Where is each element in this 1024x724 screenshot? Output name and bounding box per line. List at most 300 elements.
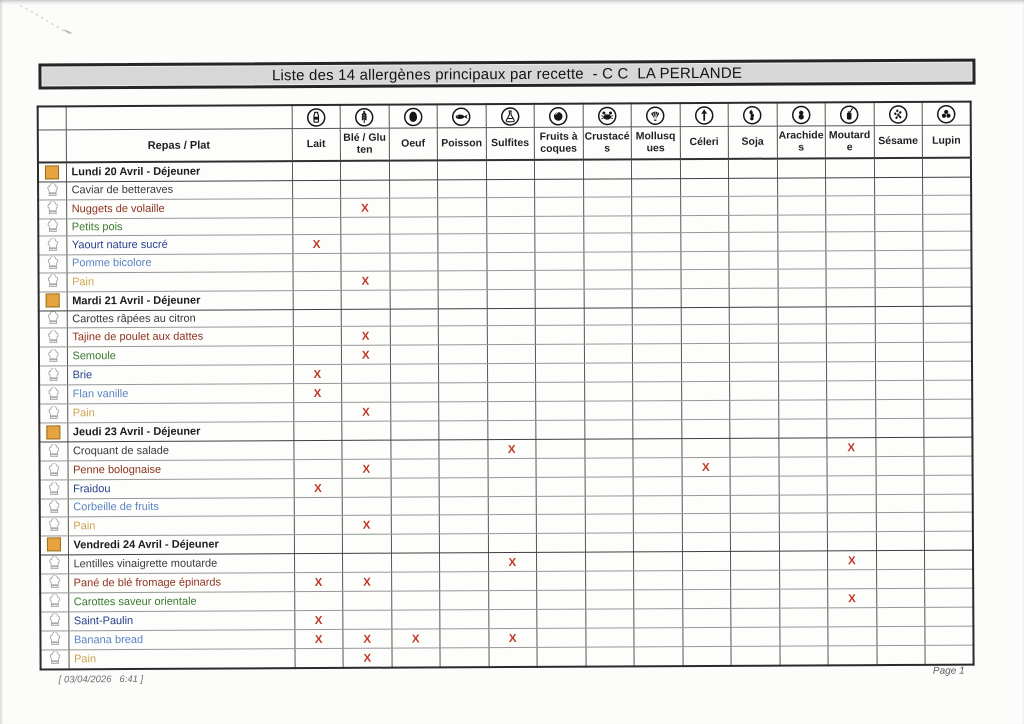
allergen-mark-cell xyxy=(827,419,876,438)
allergen-mark-cell xyxy=(439,440,488,459)
celery-icon xyxy=(680,103,729,127)
allergen-mark-cell xyxy=(876,569,925,588)
dish-row xyxy=(40,645,973,669)
allergen-mark-cell xyxy=(439,421,488,440)
allergen-mark-cell xyxy=(875,380,924,399)
allergen-mark-cell xyxy=(583,196,632,215)
allergen-mark-cell xyxy=(682,513,731,532)
allergen-mark-cell xyxy=(487,420,536,439)
allergen-mark-cell xyxy=(778,268,827,287)
allergen-mark-cell xyxy=(390,345,439,364)
dish-label: Pain xyxy=(67,403,293,423)
allergen-mark-cell xyxy=(536,363,585,382)
allergen-mark-cell xyxy=(681,307,730,325)
allergen-mark-cell xyxy=(925,569,974,588)
allergen-mark-cell xyxy=(632,179,681,197)
allergen-mark-cell xyxy=(390,289,439,308)
allergen-mark-cell xyxy=(391,571,440,590)
allergen-mark-cell xyxy=(827,550,876,569)
allergen-mark-cell xyxy=(778,381,827,400)
allergen-mark-cell xyxy=(925,588,974,607)
allergen-x-mark: X xyxy=(847,442,856,455)
allergen-mark-cell xyxy=(876,531,925,550)
allergen-mark-cell xyxy=(731,608,780,627)
allergen-mark-cell xyxy=(826,178,875,196)
dish-label: Brie xyxy=(67,365,293,385)
dish-label: Banana bread xyxy=(68,629,294,649)
allergen-mark-cell xyxy=(342,402,391,421)
allergen-mark-cell xyxy=(633,477,682,496)
allergen-mark-cell xyxy=(536,477,585,496)
allergen-mark-cell xyxy=(585,496,634,514)
allergen-x-mark: X xyxy=(508,632,517,645)
allergen-mark-cell xyxy=(924,531,973,550)
allergen-mark-cell xyxy=(681,400,730,419)
allergen-mark-cell xyxy=(730,400,779,419)
allergen-mark-cell xyxy=(293,383,342,402)
allergen-mark-cell xyxy=(584,325,633,344)
chef-hat-icon xyxy=(38,182,66,200)
allergen-x-mark: X xyxy=(848,592,856,605)
allergen-mark-cell xyxy=(729,343,778,362)
allergen-mark-cell xyxy=(924,475,973,494)
allergen-mark-cell xyxy=(730,495,779,513)
allergen-mark-cell xyxy=(389,160,438,180)
allergen-mark-cell xyxy=(633,420,682,439)
allergen-mark-cell xyxy=(925,607,974,626)
allergen-mark-cell xyxy=(486,197,535,216)
allergen-mark-cell xyxy=(730,532,779,551)
allergen-mark-cell xyxy=(828,569,877,588)
allergen-mark-cell xyxy=(439,514,488,533)
allergen-mark-cell xyxy=(633,496,682,514)
allergen-mark-cell xyxy=(535,179,584,197)
allergen-mark-cell xyxy=(682,457,731,476)
allergen-mark-cell xyxy=(488,609,537,628)
dish-label: Croquant de salade xyxy=(67,441,293,461)
allergen-x-mark: X xyxy=(847,554,856,567)
allergen-mark-cell xyxy=(294,629,343,648)
allergen-x-mark: X xyxy=(508,556,517,569)
allergen-mark-cell xyxy=(632,344,681,363)
allergen-mark-cell xyxy=(294,515,343,534)
allergen-mark-cell xyxy=(923,342,972,361)
allergen-mark-cell xyxy=(682,570,731,589)
fish-icon xyxy=(437,104,486,128)
allergen-mark-cell xyxy=(923,177,972,195)
allergen-mark-cell xyxy=(342,383,391,402)
allergen-mark-cell xyxy=(779,626,828,645)
dish-label: Tajine de poulet aux dattes xyxy=(67,327,293,347)
allergen-mark-cell xyxy=(827,438,876,457)
allergen-mark-cell xyxy=(632,196,681,215)
allergen-mark-cell xyxy=(535,252,584,270)
allergen-mark-cell xyxy=(391,590,440,609)
allergen-mark-cell xyxy=(634,627,683,646)
allergen-mark-cell xyxy=(777,232,826,251)
allergen-mark-cell xyxy=(585,477,634,496)
allergen-mark-cell xyxy=(342,421,391,440)
egg-icon xyxy=(389,104,438,128)
allergen-mark-cell xyxy=(584,439,633,458)
allergen-mark-cell xyxy=(779,550,828,569)
allergen-mark-cell xyxy=(292,198,341,217)
allergen-mark-cell xyxy=(633,551,682,570)
peanut-icon xyxy=(777,102,826,126)
allergen-mark-cell xyxy=(584,307,633,325)
allergen-mark-cell xyxy=(535,233,584,252)
allergen-column-header: Céleri xyxy=(680,126,729,159)
allergen-mark-cell xyxy=(342,478,391,497)
allergen-mark-cell xyxy=(341,309,390,327)
allergen-mark-cell xyxy=(584,401,633,420)
allergen-mark-cell xyxy=(391,459,440,478)
allergen-mark-cell xyxy=(729,232,778,251)
allergen-mark-cell xyxy=(537,609,586,628)
allergen-mark-cell xyxy=(293,440,342,459)
allergen-mark-cell xyxy=(293,326,342,345)
allergen-mark-cell xyxy=(779,531,828,550)
allergen-mark-cell xyxy=(826,306,875,324)
allergen-mark-cell xyxy=(488,514,537,533)
allergen-mark-cell xyxy=(390,383,439,402)
allergen-mark-cell xyxy=(438,197,487,216)
allergen-mark-cell xyxy=(440,628,489,647)
allergen-mark-cell xyxy=(876,626,925,645)
allergen-mark-cell xyxy=(827,400,876,419)
allergen-x-mark: X xyxy=(363,633,372,646)
allergen-mark-cell xyxy=(779,512,828,531)
dish-label: Pané de blé fromage épinards xyxy=(68,572,294,592)
allergen-mark-cell xyxy=(731,627,780,646)
allergen-mark-cell xyxy=(874,195,923,214)
allergen-mark-cell xyxy=(535,270,584,289)
flask-icon xyxy=(486,104,535,128)
allergen-mark-cell xyxy=(343,610,392,629)
allergen-mark-cell xyxy=(294,459,343,478)
allergen-mark-cell xyxy=(585,551,634,570)
allergen-mark-cell xyxy=(777,178,826,196)
allergen-mark-cell xyxy=(876,456,925,475)
dish-column-header: Repas / Plat xyxy=(66,129,292,163)
allergen-mark-cell xyxy=(632,252,681,270)
allergen-mark-cell xyxy=(632,233,681,252)
allergen-mark-cell xyxy=(438,234,487,253)
allergen-mark-cell xyxy=(875,399,924,418)
chef-hat-icon xyxy=(38,255,66,273)
allergen-mark-cell xyxy=(536,514,585,533)
allergen-mark-cell xyxy=(391,514,440,533)
allergen-mark-cell xyxy=(585,646,634,666)
allergen-mark-cell xyxy=(682,551,731,570)
day-marker-icon xyxy=(38,162,66,182)
allergen-mark-cell xyxy=(583,179,632,197)
allergen-mark-cell xyxy=(778,324,827,343)
allergen-mark-cell xyxy=(779,476,828,495)
allergen-mark-cell xyxy=(925,626,974,645)
allergen-mark-cell xyxy=(876,645,925,665)
allergen-mark-cell xyxy=(633,532,682,551)
allergen-mark-cell xyxy=(874,250,923,268)
crab-icon xyxy=(583,103,632,127)
allergen-mark-cell xyxy=(681,324,730,343)
allergen-mark-cell xyxy=(729,215,778,233)
allergen-mark-cell xyxy=(341,271,390,290)
allergen-mark-cell xyxy=(827,381,876,400)
allergen-mark-cell xyxy=(439,497,488,515)
allergen-mark-cell xyxy=(537,571,586,590)
allergen-mark-cell xyxy=(292,161,341,181)
allergen-mark-cell xyxy=(730,438,779,457)
allergen-mark-cell xyxy=(583,215,632,233)
allergen-mark-cell xyxy=(876,607,925,626)
allergen-mark-cell xyxy=(341,290,390,309)
allergen-mark-cell xyxy=(439,459,488,478)
allergen-mark-cell xyxy=(342,497,391,515)
day-marker-icon xyxy=(40,535,68,554)
print-timestamp: [ 03/04/2026 6:41 ] xyxy=(58,673,144,686)
allergen-mark-cell xyxy=(341,253,390,271)
allergen-mark-cell xyxy=(632,269,681,288)
allergen-mark-cell xyxy=(537,590,586,609)
allergen-mark-cell xyxy=(779,495,828,513)
chef-hat-icon xyxy=(39,385,67,404)
allergen-mark-cell xyxy=(535,216,584,234)
allergen-mark-cell xyxy=(925,645,974,665)
allergen-mark-cell xyxy=(439,478,488,497)
allergen-mark-cell xyxy=(778,362,827,381)
allergen-mark-cell xyxy=(632,325,681,344)
allergen-mark-cell xyxy=(826,324,875,343)
allergen-mark-cell xyxy=(536,382,585,401)
allergen-mark-cell xyxy=(779,645,828,665)
day-marker-icon xyxy=(39,423,67,442)
dish-label: Carottes râpées au citron xyxy=(67,309,293,328)
allergen-mark-cell xyxy=(536,401,585,420)
chef-hat-icon xyxy=(40,649,68,669)
allergen-mark-cell xyxy=(924,437,973,456)
allergen-mark-cell xyxy=(680,251,729,269)
allergen-mark-cell xyxy=(487,270,536,289)
allergen-mark-cell xyxy=(681,438,730,457)
allergen-mark-cell xyxy=(828,626,877,645)
allergen-mark-cell xyxy=(389,180,438,198)
allergen-mark-cell xyxy=(440,609,489,628)
allergen-mark-cell xyxy=(633,363,682,382)
allergen-mark-cell xyxy=(294,534,343,553)
allergen-mark-cell xyxy=(342,459,391,478)
allergen-mark-cell xyxy=(828,588,877,607)
allergen-mark-cell xyxy=(923,323,972,342)
allergen-mark-cell xyxy=(730,513,779,532)
dish-label: Yaourt nature sucré xyxy=(66,235,292,255)
allergen-mark-cell xyxy=(875,437,924,456)
allergen-mark-cell xyxy=(294,591,343,610)
allergen-column-header: Moutarde xyxy=(825,126,874,159)
allergen-mark-cell xyxy=(731,589,780,608)
allergen-mark-cell xyxy=(682,589,731,608)
allergen-mark-cell xyxy=(923,268,972,287)
allergen-mark-cell xyxy=(924,456,973,475)
allergen-mark-cell xyxy=(487,439,536,458)
allergen-mark-cell xyxy=(293,290,342,309)
allergen-mark-cell xyxy=(632,307,681,325)
allergen-mark-cell xyxy=(343,629,392,648)
allergen-x-mark: X xyxy=(362,519,371,532)
allergen-mark-cell xyxy=(584,288,633,307)
allergen-mark-cell xyxy=(922,158,971,178)
dish-label: Caviar de betteraves xyxy=(66,181,292,200)
chef-hat-icon xyxy=(40,592,68,611)
allergen-mark-cell xyxy=(876,494,925,512)
allergen-mark-cell xyxy=(294,572,343,591)
nut-icon xyxy=(534,104,583,128)
chef-hat-icon xyxy=(40,611,68,630)
allergen-mark-cell xyxy=(729,324,778,343)
allergen-mark-cell xyxy=(341,217,390,235)
allergen-x-mark: X xyxy=(313,387,322,401)
allergen-mark-cell xyxy=(584,344,633,363)
allergen-mark-cell xyxy=(487,344,536,363)
allergen-mark-cell xyxy=(729,269,778,288)
dish-label: Pain xyxy=(68,648,294,669)
allergen-mark-cell xyxy=(488,628,537,647)
allergen-mark-cell xyxy=(924,361,973,380)
dish-label: Fraidou xyxy=(68,479,294,499)
allergen-mark-cell xyxy=(875,418,924,437)
allergen-column-header: Oeuf xyxy=(389,128,438,161)
allergen-mark-cell xyxy=(875,268,924,287)
lupin-icon xyxy=(922,102,971,126)
allergen-x-mark: X xyxy=(411,632,420,646)
allergen-mark-cell xyxy=(778,419,827,438)
allergen-mark-cell xyxy=(827,512,876,531)
allergen-mark-cell xyxy=(924,512,973,531)
allergen-mark-cell xyxy=(876,588,925,607)
allergen-column-header: Sulfites xyxy=(486,127,535,160)
chef-hat-icon xyxy=(39,328,67,347)
allergen-x-mark: X xyxy=(361,275,370,288)
allergen-mark-cell xyxy=(779,569,828,588)
allergen-mark-cell xyxy=(584,420,633,439)
allergen-mark-cell xyxy=(391,609,440,628)
allergen-mark-cell xyxy=(583,159,632,179)
allergen-mark-cell xyxy=(924,399,973,418)
dish-label: Flan vanille xyxy=(67,384,293,404)
allergen-mark-cell xyxy=(875,306,924,324)
chef-hat-icon xyxy=(38,236,66,255)
allergen-mark-cell xyxy=(535,308,584,326)
allergen-column-header: Blé / Gluten xyxy=(340,128,389,161)
allergen-x-mark: X xyxy=(361,330,370,343)
allergen-mark-cell xyxy=(779,588,828,607)
allergen-mark-cell xyxy=(730,551,779,570)
allergen-mark-cell xyxy=(631,159,680,179)
allergen-mark-cell xyxy=(682,476,731,495)
allergen-mark-cell xyxy=(294,648,343,668)
allergen-mark-cell xyxy=(536,552,585,571)
allergen-mark-cell xyxy=(825,158,874,178)
chef-hat-icon xyxy=(39,366,67,385)
sesame-seeds-icon xyxy=(874,102,923,126)
allergen-mark-cell xyxy=(293,364,342,383)
chef-hat-icon xyxy=(40,480,68,499)
allergen-mark-cell xyxy=(342,440,391,459)
allergen-x-mark: X xyxy=(314,576,323,589)
allergen-table xyxy=(37,101,975,670)
soy-bean-icon xyxy=(728,103,777,127)
allergen-x-mark: X xyxy=(362,406,370,419)
allergen-mark-cell xyxy=(680,232,729,251)
allergen-mark-cell xyxy=(730,381,779,400)
allergen-mark-cell xyxy=(342,553,391,572)
allergen-mark-cell xyxy=(342,515,391,534)
allergen-mark-cell xyxy=(924,418,973,437)
allergen-mark-cell xyxy=(390,421,439,440)
allergen-mark-cell xyxy=(487,289,536,308)
allergen-mark-cell xyxy=(778,343,827,362)
allergen-mark-cell xyxy=(777,158,826,178)
allergen-column-header: Sésame xyxy=(874,125,923,158)
pencil-scan-mark xyxy=(12,2,92,44)
allergen-mark-cell xyxy=(342,364,391,383)
allergen-mark-cell xyxy=(439,552,488,571)
allergen-mark-cell xyxy=(633,401,682,420)
day-label: Jeudi 23 Avril - Déjeuner xyxy=(67,422,293,442)
dish-label: Petits pois xyxy=(66,217,292,236)
allergen-mark-cell xyxy=(585,532,634,551)
allergen-mark-cell xyxy=(340,161,389,181)
allergen-mark-cell xyxy=(440,571,489,590)
allergen-mark-cell xyxy=(294,553,343,572)
allergen-mark-cell xyxy=(779,457,828,476)
allergen-mark-cell xyxy=(292,217,341,235)
allergen-mark-cell xyxy=(535,197,584,216)
allergen-mark-cell xyxy=(728,159,777,179)
allergen-mark-cell xyxy=(438,308,487,326)
allergen-mark-cell xyxy=(487,308,536,326)
allergen-mark-cell xyxy=(292,180,341,198)
allergen-mark-cell xyxy=(439,364,488,383)
allergen-mark-cell xyxy=(343,648,392,668)
allergen-mark-cell xyxy=(487,382,536,401)
allergen-mark-cell xyxy=(875,323,924,342)
corner-cell xyxy=(38,130,66,163)
allergen-mark-cell xyxy=(341,234,390,253)
allergen-mark-cell xyxy=(682,627,731,646)
allergen-mark-cell xyxy=(391,497,440,515)
page-number: Page 1 xyxy=(932,665,965,677)
allergen-mark-cell xyxy=(826,195,875,214)
allergen-mark-cell xyxy=(923,306,972,324)
allergen-mark-cell xyxy=(633,439,682,458)
allergen-column-header: Crustacés xyxy=(583,127,632,160)
chef-hat-icon xyxy=(39,347,67,366)
allergen-mark-cell xyxy=(488,477,537,496)
allergen-mark-cell xyxy=(778,400,827,419)
allergen-mark-cell xyxy=(729,178,778,196)
allergen-mark-cell xyxy=(534,160,583,180)
allergen-mark-cell xyxy=(778,306,827,324)
allergen-mark-cell xyxy=(439,402,488,421)
allergen-column-header: Fruits à coques xyxy=(534,127,583,160)
allergen-column-header: Lait xyxy=(292,128,341,161)
allergen-mark-cell xyxy=(390,440,439,459)
chef-hat-icon xyxy=(39,404,67,423)
allergen-mark-cell xyxy=(486,216,535,234)
allergen-mark-cell xyxy=(488,496,537,514)
allergen-mark-cell xyxy=(391,647,440,667)
